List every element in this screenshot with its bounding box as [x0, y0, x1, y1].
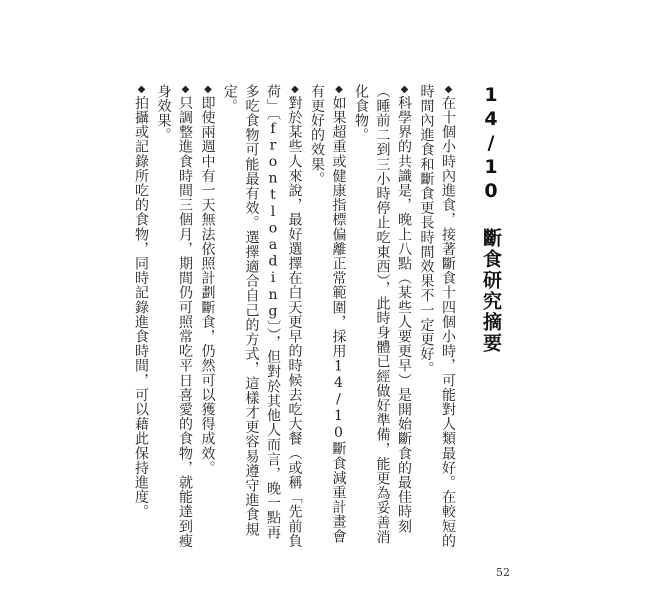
page-number: 52: [496, 566, 510, 579]
diamond-bullet-icon: ◆: [399, 84, 410, 96]
diamond-bullet-icon: ◆: [443, 84, 454, 96]
diamond-bullet-icon: ◆: [136, 84, 147, 96]
bullet-paragraph-6: ◆只調整進食時間三個月，期間仍可照常吃平日喜愛的食物，就能達到瘦身效果。: [155, 84, 193, 549]
bullet-paragraph-3: ◆如果超重或健康指標偏離正常範圍，採用14/10斷食減重計畫會有更好的效果。: [309, 84, 347, 544]
bullet-paragraph-1: ◆在十個小時內進食，接著斷食十四個小時，可能對人類最好。在較短的時間內進食和斷食更長時間效果不一定更好。: [418, 84, 456, 549]
diamond-bullet-icon: ◆: [333, 84, 345, 96]
bullet-paragraph-4: ◆對於某些人來說，最好選擇在白天更早的時候去吃大餐（或稱「先前負荷」〔frontloading〕），但對於其他人而言，晚一點再多吃食物可能最有效。選擇適合自己的方式，這樣才更容易遵守進食規定。: [222, 84, 303, 549]
diamond-bullet-icon: ◆: [289, 84, 301, 96]
bullet-paragraph-2: ◆科學界的共識是，晚上八點（某些人要更早）是開始斷食的最佳時刻（睡前二到三小時停止吃東西），此時身體已經做好準備，能更為妥善消化食物。: [353, 84, 412, 545]
diamond-bullet-icon: ◆: [180, 84, 191, 96]
bullet-paragraph-5: ◆即使兩週中有一天無法依照計劃斷食，仍然可以獲得成效。: [199, 84, 216, 476]
summary-body: [130, 84, 460, 549]
diamond-bullet-icon: ◆: [202, 84, 214, 96]
section-title: 14/10 斷食研究摘要: [480, 84, 502, 354]
bullet-paragraph-7: ◆拍攝或記錄所吃的食物，同時記錄進食時間，可以藉此保持進度。: [133, 84, 149, 520]
